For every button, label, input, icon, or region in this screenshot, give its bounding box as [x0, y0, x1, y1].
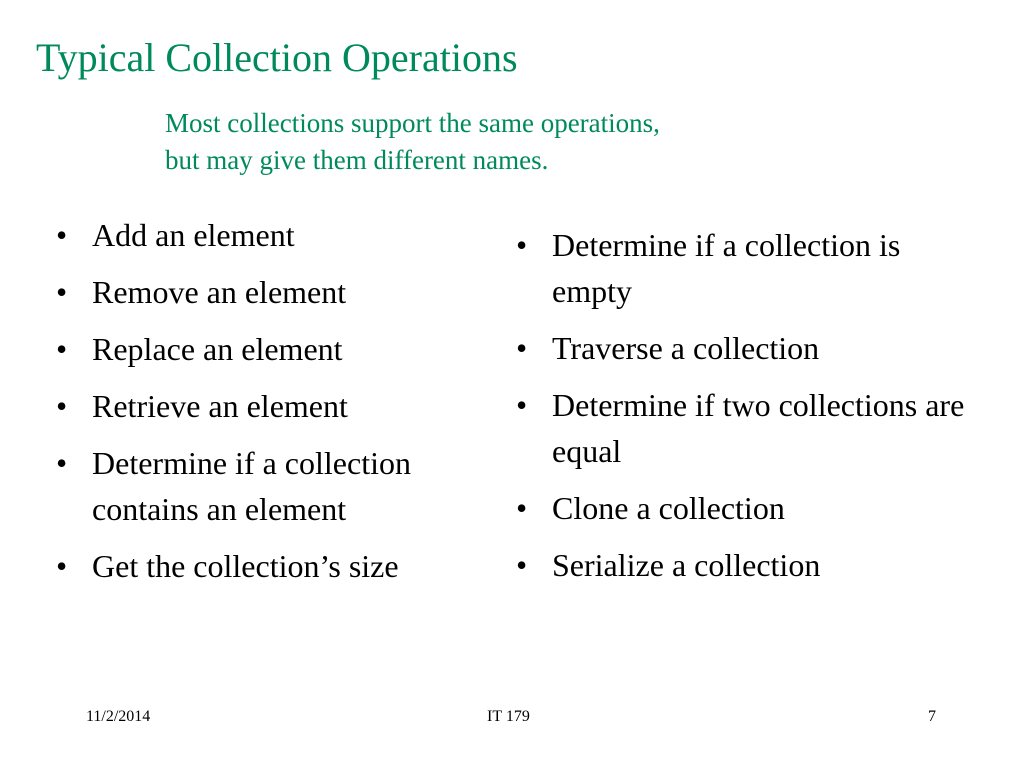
bullet-marker: • [56, 445, 68, 481]
bullet-item [516, 542, 976, 588]
slide-title: Typical Collection Operations [36, 35, 518, 80]
bullet-marker: • [56, 548, 68, 584]
bullet-marker: • [516, 330, 528, 366]
bullet-item [56, 212, 496, 258]
slide-subtitle [165, 105, 660, 179]
left-bullet-list [56, 212, 496, 600]
bullet-text: Determine if two collections are equal [552, 387, 965, 469]
right-bullet-list [516, 222, 976, 599]
bullet-text: Serialize a collection [552, 547, 821, 583]
bullet-item [516, 382, 976, 474]
bullet-item [56, 440, 496, 532]
footer-page-number: 7 [928, 708, 936, 725]
bullet-text: Traverse a collection [552, 330, 820, 366]
bullet-text: Remove an element [92, 274, 347, 310]
bullet-item [516, 485, 976, 531]
bullet-item [56, 383, 496, 429]
bullet-marker: • [516, 547, 528, 583]
footer-course: IT 179 [487, 708, 530, 725]
bullet-text: Determine if a collection contains an element [92, 445, 411, 527]
bullet-item [516, 222, 976, 314]
bullet-marker: • [516, 490, 528, 526]
bullet-marker: • [516, 227, 528, 263]
bullet-marker: • [516, 387, 528, 423]
bullet-text: Retrieve an element [92, 388, 348, 424]
bullet-marker: • [56, 331, 68, 367]
bullet-marker: • [56, 217, 68, 253]
bullet-item [56, 543, 496, 589]
bullet-marker: • [56, 274, 68, 310]
footer-date: 11/2/2014 [86, 708, 151, 725]
bullet-marker: • [56, 388, 68, 424]
bullet-text: Add an element [92, 217, 295, 253]
bullet-item [56, 326, 496, 372]
bullet-item [56, 269, 496, 315]
subtitle-line: Most collections support the same operations, [165, 108, 660, 138]
bullet-text: Replace an element [92, 331, 343, 367]
bullet-text: Get the collection’s size [92, 548, 399, 584]
bullet-text: Determine if a collection is empty [552, 227, 901, 309]
bullet-text: Clone a collection [552, 490, 785, 526]
subtitle-line: but may give them different names. [165, 145, 549, 175]
bullet-item [516, 325, 976, 371]
